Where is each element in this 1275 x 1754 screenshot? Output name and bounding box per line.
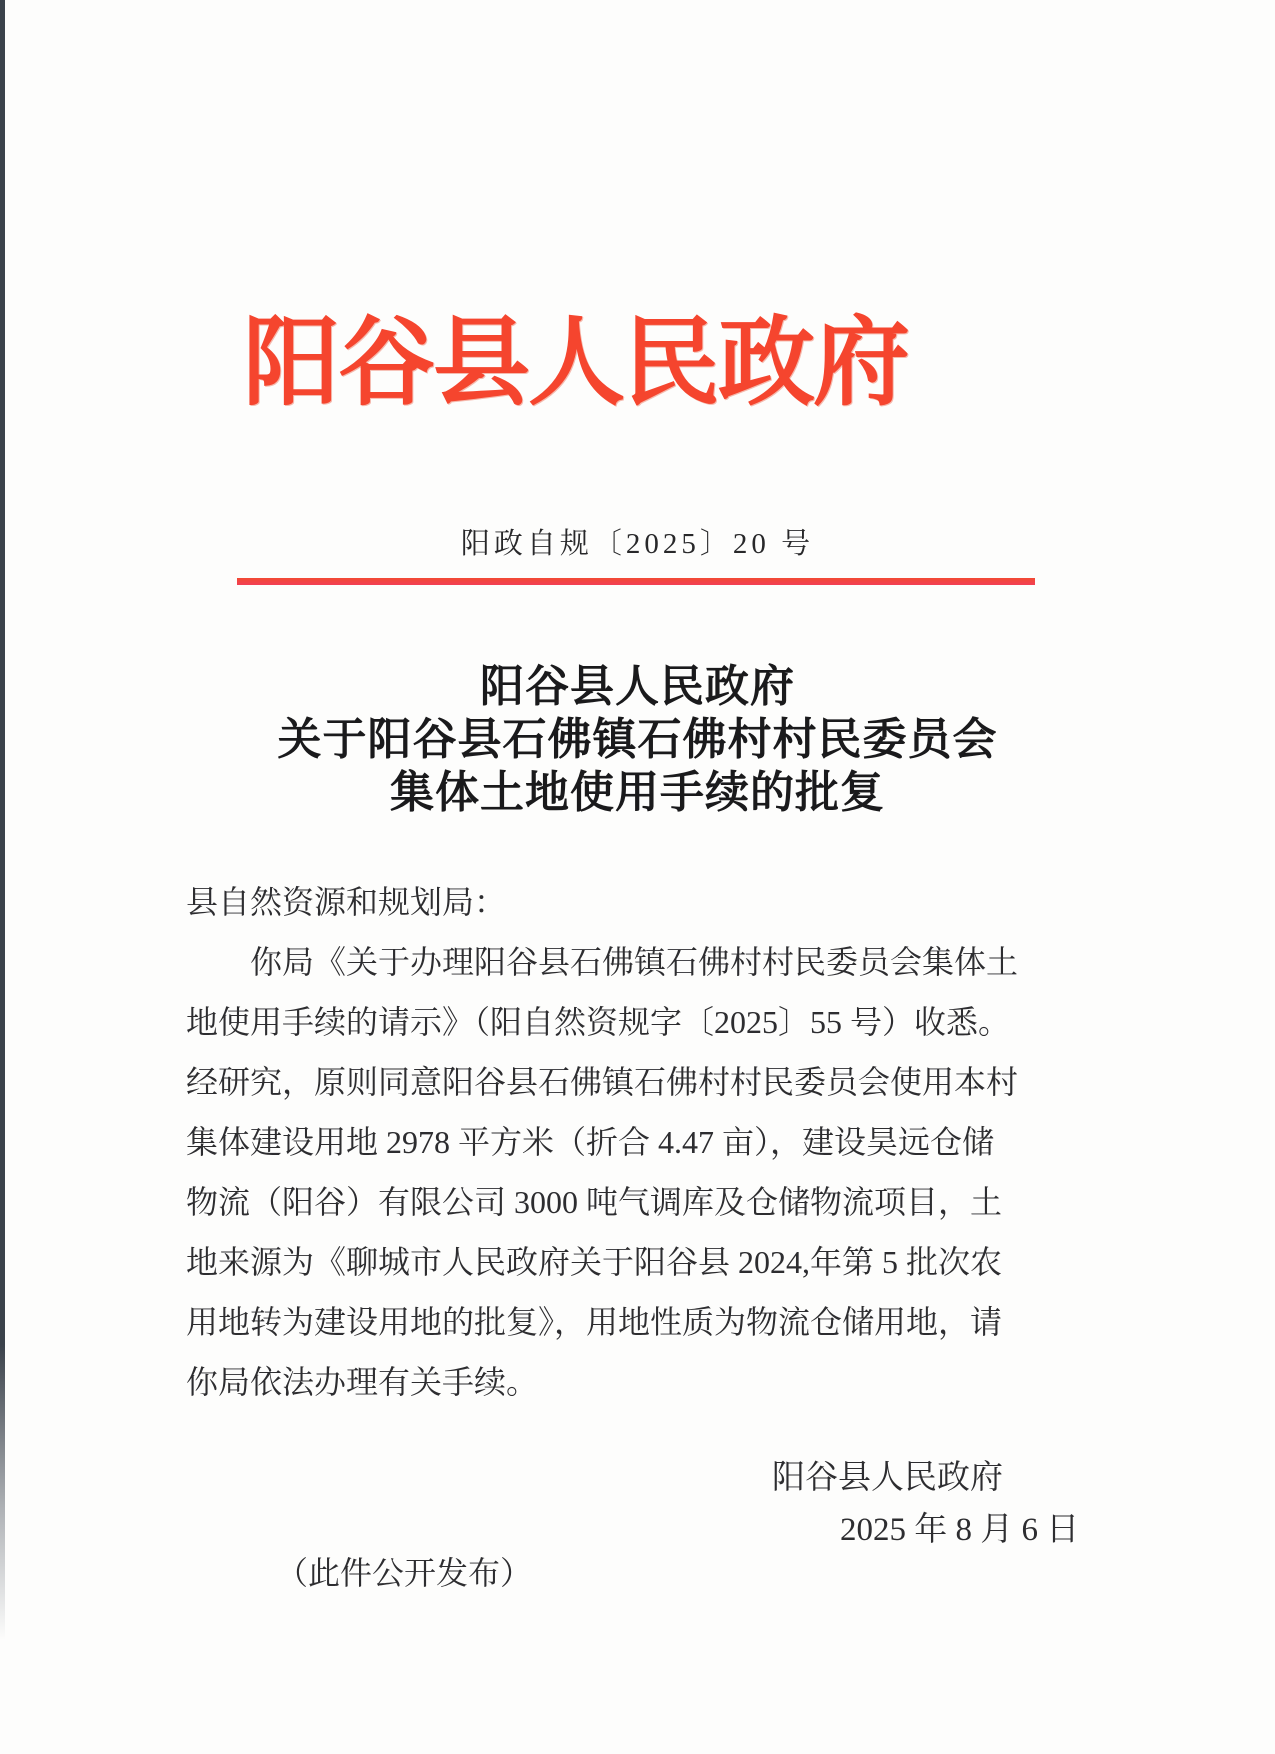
document-title-line-2: 关于阳谷县石佛镇石佛村村民委员会 xyxy=(277,715,998,764)
body-line: 物流（阳谷）有限公司 3000 吨气调库及仓储物流项目，土 xyxy=(186,1184,1003,1220)
letterhead-title: 阳谷县人民政府 xyxy=(243,310,908,417)
body-line: 地来源为《聊城市人民政府关于阳谷县 2024,年第 5 批次农 xyxy=(186,1244,1003,1280)
document-title-line-1: 阳谷县人民政府 xyxy=(480,662,795,711)
public-release-note: （此件公开发布） xyxy=(276,1555,533,1591)
body-line: 经研究，原则同意阳谷县石佛镇石佛村村民委员会使用本村 xyxy=(186,1064,1019,1100)
body-text xyxy=(186,872,1078,1412)
body-line: 地使用手续的请示》（阳自然资规字〔2025〕55 号）收悉。 xyxy=(186,1004,1011,1040)
document-number: 阳政自规〔2025〕20 号 xyxy=(460,528,815,560)
document-title xyxy=(0,660,1275,819)
body-line: 用地转为建设用地的批复》，用地性质为物流仓储用地，请 xyxy=(186,1304,1003,1340)
signature-date: 2025 年 8 月 6 日 xyxy=(840,1512,1080,1548)
salutation-line: 县自然资源和规划局： xyxy=(186,884,507,920)
body-line: 集体建设用地 2978 平方米（折合 4.47 亩），建设昊远仓储 xyxy=(186,1124,995,1160)
body-line: 你局依法办理有关手续。 xyxy=(186,1364,539,1400)
document-title-line-3: 集体土地使用手续的批复 xyxy=(390,768,885,817)
signature-issuer: 阳谷县人民政府 xyxy=(772,1460,1003,1496)
scan-edge-artifact xyxy=(0,0,5,1640)
body-line: 你局《关于办理阳谷县石佛镇石佛村村民委员会集体土 xyxy=(250,944,1019,980)
red-divider-line xyxy=(237,578,1035,585)
